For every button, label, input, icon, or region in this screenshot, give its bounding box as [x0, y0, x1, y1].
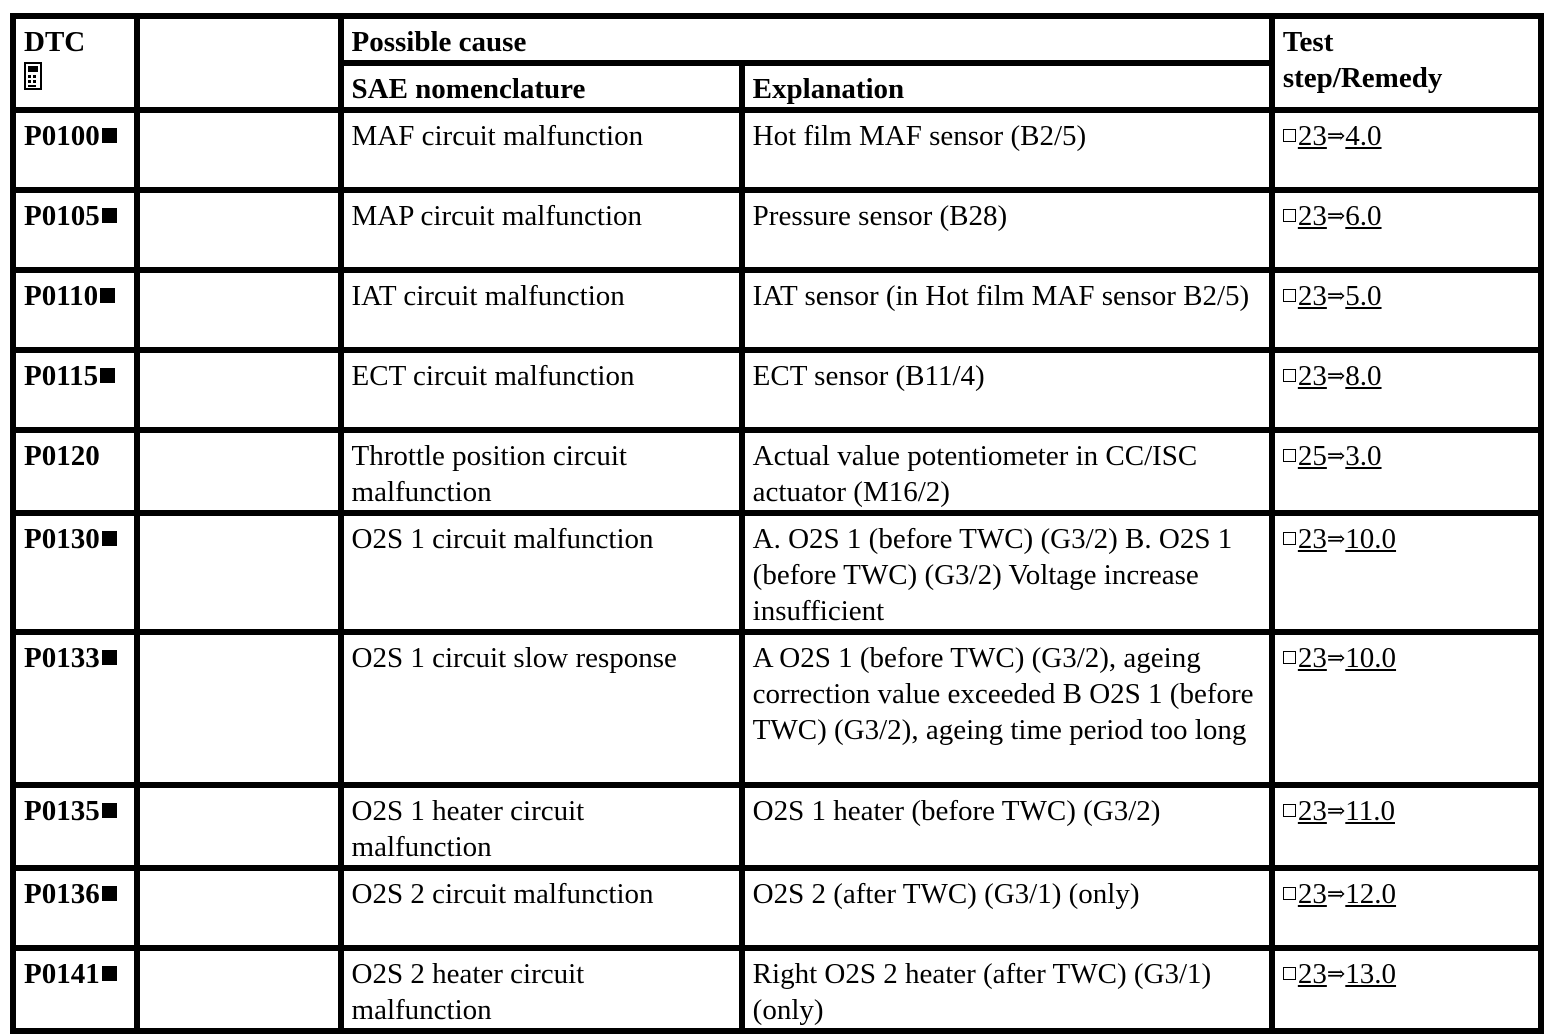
- table-row: [16, 951, 1538, 1028]
- test-step-cell: [1275, 635, 1538, 782]
- empty-cell: [140, 273, 338, 347]
- reference-link[interactable]: 23: [1297, 878, 1327, 910]
- filled-square-icon: [102, 531, 117, 546]
- hollow-square-icon: [1283, 887, 1296, 900]
- dtc-code: P0141: [24, 958, 100, 990]
- reference-link[interactable]: 23: [1297, 795, 1327, 827]
- test-step-cell: [1275, 113, 1538, 187]
- test-step-link[interactable]: 5.0: [1345, 280, 1382, 312]
- empty-cell: [140, 353, 338, 427]
- reference-link[interactable]: 23: [1297, 958, 1327, 990]
- header-possible-cause: Possible cause: [344, 19, 1269, 60]
- dtc-table-container: [10, 13, 1544, 1034]
- explanation-cell: Hot film MAF sensor (B2/5): [745, 113, 1269, 187]
- test-step-cell: [1275, 353, 1538, 427]
- dtc-code: P0100: [24, 120, 100, 152]
- table-row: [16, 788, 1538, 865]
- test-step-cell: [1275, 433, 1538, 510]
- sae-nomenclature-cell: O2S 1 circuit slow response: [344, 635, 739, 782]
- right-double-arrow-icon: ⇒: [1326, 645, 1346, 670]
- test-step-link[interactable]: 4.0: [1345, 120, 1382, 152]
- test-step-link[interactable]: 12.0: [1345, 878, 1397, 910]
- dtc-code-cell: [16, 113, 134, 187]
- right-double-arrow-icon: ⇒: [1326, 283, 1346, 308]
- header-test-line1: Test: [1282, 26, 1334, 58]
- test-step-cell: [1275, 788, 1538, 865]
- test-step-cell: [1275, 871, 1538, 945]
- right-double-arrow-icon: ⇒: [1326, 203, 1346, 228]
- dtc-code-cell: [16, 433, 134, 510]
- empty-cell: [140, 433, 338, 510]
- sae-nomenclature-cell: MAF circuit malfunction: [344, 113, 739, 187]
- right-double-arrow-icon: ⇒: [1326, 363, 1346, 388]
- empty-cell: [140, 113, 338, 187]
- empty-cell: [140, 193, 338, 267]
- right-double-arrow-icon: ⇒: [1326, 881, 1346, 906]
- filled-square-icon: [102, 803, 117, 818]
- header-explanation: Explanation: [745, 66, 1269, 107]
- filled-square-icon: [102, 886, 117, 901]
- dtc-code-cell: [16, 516, 134, 629]
- reference-link[interactable]: 23: [1297, 120, 1327, 152]
- empty-cell: [140, 951, 338, 1028]
- reference-link[interactable]: 23: [1297, 523, 1327, 555]
- test-step-link[interactable]: 10.0: [1345, 523, 1397, 555]
- right-double-arrow-icon: ⇒: [1326, 526, 1346, 551]
- memory-card-icon: [24, 62, 42, 99]
- right-double-arrow-icon: ⇒: [1326, 443, 1346, 468]
- filled-square-icon: [100, 368, 115, 383]
- dtc-code-cell: [16, 273, 134, 347]
- dtc-code: P0135: [24, 795, 100, 827]
- hollow-square-icon: [1283, 289, 1296, 302]
- sae-nomenclature-cell: O2S 1 circuit malfunction: [344, 516, 739, 629]
- dtc-code-cell: [16, 951, 134, 1028]
- sae-nomenclature-cell: O2S 1 heater circuit malfunction: [344, 788, 739, 865]
- test-step-link[interactable]: 8.0: [1345, 360, 1382, 392]
- sae-nomenclature-cell: ECT circuit malfunction: [344, 353, 739, 427]
- dtc-code: P0120: [24, 440, 100, 472]
- explanation-cell: O2S 2 (after TWC) (G3/1) (only): [745, 871, 1269, 945]
- header-test-line2: step/Remedy: [1282, 62, 1443, 94]
- test-step-cell: [1275, 273, 1538, 347]
- filled-square-icon: [102, 966, 117, 981]
- dtc-code-cell: [16, 788, 134, 865]
- reference-link[interactable]: 25: [1297, 440, 1327, 472]
- sae-nomenclature-cell: O2S 2 heater circuit malfunction: [344, 951, 739, 1028]
- table-row: [16, 516, 1538, 629]
- test-step-link[interactable]: 13.0: [1345, 958, 1397, 990]
- table-row: [16, 635, 1538, 782]
- hollow-square-icon: [1283, 651, 1296, 664]
- filled-square-icon: [102, 208, 117, 223]
- table-row: [16, 433, 1538, 510]
- empty-cell: [140, 516, 338, 629]
- explanation-cell: Right O2S 2 heater (after TWC) (G3/1) (only): [745, 951, 1269, 1028]
- header-empty-cell: [140, 19, 338, 107]
- explanation-cell: ECT sensor (B11/4): [745, 353, 1269, 427]
- header-sae-nomenclature: SAE nomenclature: [344, 66, 739, 107]
- empty-cell: [140, 788, 338, 865]
- empty-cell: [140, 635, 338, 782]
- dtc-code: P0136: [24, 878, 100, 910]
- test-step-cell: [1275, 193, 1538, 267]
- header-test-step: [1275, 19, 1538, 107]
- explanation-cell: A. O2S 1 (before TWC) (G3/2) B. O2S 1 (before TWC) (G3/2) Voltage increase insufficient: [745, 516, 1269, 629]
- reference-link[interactable]: 23: [1297, 200, 1327, 232]
- sae-nomenclature-cell: O2S 2 circuit malfunction: [344, 871, 739, 945]
- table-row: [16, 871, 1538, 945]
- explanation-cell: A O2S 1 (before TWC) (G3/2), ageing correction value exceeded B O2S 1 (before TWC) (G3/2), ageing time period too long: [745, 635, 1269, 782]
- dtc-code: P0133: [24, 642, 100, 674]
- explanation-cell: Pressure sensor (B28): [745, 193, 1269, 267]
- header-dtc-cell: [16, 19, 134, 107]
- right-double-arrow-icon: ⇒: [1326, 123, 1346, 148]
- hollow-square-icon: [1283, 209, 1296, 222]
- test-step-link[interactable]: 3.0: [1345, 440, 1382, 472]
- hollow-square-icon: [1283, 369, 1296, 382]
- empty-cell: [140, 871, 338, 945]
- sae-nomenclature-cell: MAP circuit malfunction: [344, 193, 739, 267]
- header-dtc-label: DTC: [24, 26, 86, 58]
- dtc-code: P0110: [24, 280, 99, 312]
- hollow-square-icon: [1283, 804, 1296, 817]
- test-step-cell: [1275, 516, 1538, 629]
- dtc-code: P0115: [24, 360, 99, 392]
- explanation-cell: Actual value potentiometer in CC/ISC actuator (M16/2): [745, 433, 1269, 510]
- test-step-link[interactable]: 6.0: [1345, 200, 1382, 232]
- right-double-arrow-icon: ⇒: [1326, 798, 1346, 823]
- filled-square-icon: [102, 128, 117, 143]
- right-double-arrow-icon: ⇒: [1326, 961, 1346, 986]
- hollow-square-icon: [1283, 449, 1296, 462]
- dtc-code-cell: [16, 871, 134, 945]
- table-row: [16, 113, 1538, 187]
- test-step-link[interactable]: 11.0: [1345, 795, 1395, 827]
- dtc-table-body: [16, 113, 1538, 1028]
- sae-nomenclature-cell: Throttle position circuit malfunction: [344, 433, 739, 510]
- dtc-code: P0105: [24, 200, 100, 232]
- table-row: [16, 193, 1538, 267]
- dtc-code-cell: [16, 635, 134, 782]
- reference-link[interactable]: 23: [1297, 280, 1327, 312]
- dtc-code-cell: [16, 353, 134, 427]
- dtc-table: [10, 13, 1544, 1034]
- test-step-cell: [1275, 951, 1538, 1028]
- hollow-square-icon: [1283, 967, 1296, 980]
- hollow-square-icon: [1283, 129, 1296, 142]
- table-row: [16, 273, 1538, 347]
- table-row: [16, 353, 1538, 427]
- sae-nomenclature-cell: IAT circuit malfunction: [344, 273, 739, 347]
- reference-link[interactable]: 23: [1297, 642, 1327, 674]
- dtc-code-cell: [16, 193, 134, 267]
- explanation-cell: O2S 1 heater (before TWC) (G3/2): [745, 788, 1269, 865]
- reference-link[interactable]: 23: [1297, 360, 1327, 392]
- filled-square-icon: [102, 650, 117, 665]
- test-step-link[interactable]: 10.0: [1345, 642, 1397, 674]
- explanation-cell: IAT sensor (in Hot film MAF sensor B2/5): [745, 273, 1269, 347]
- hollow-square-icon: [1283, 532, 1296, 545]
- dtc-code: P0130: [24, 523, 100, 555]
- filled-square-icon: [100, 288, 115, 303]
